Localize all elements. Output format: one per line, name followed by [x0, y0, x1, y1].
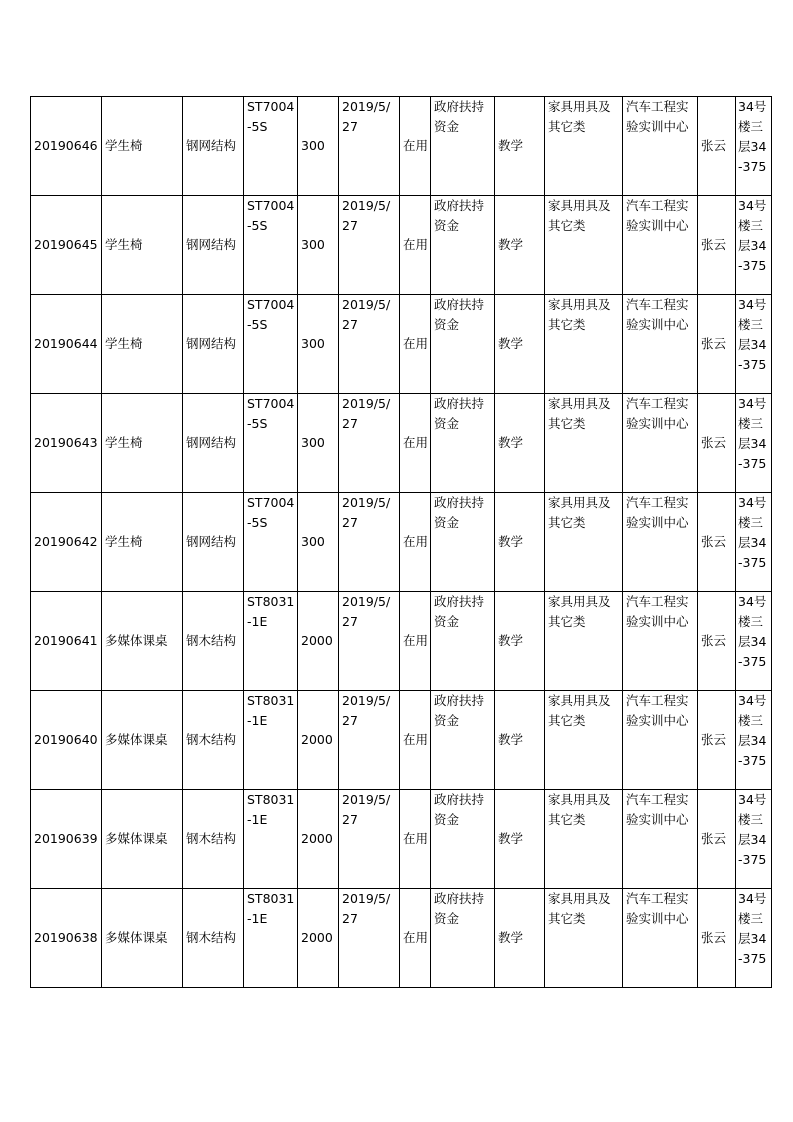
table-row	[31, 592, 772, 691]
price-cell: 2000	[298, 889, 339, 988]
department-cell: 汽车工程实验实训中心	[623, 790, 698, 889]
location-cell: 34号楼三层34-375	[736, 592, 772, 691]
category-cell: 家具用具及其它类	[545, 394, 623, 493]
model-cell: ST7004-5S	[244, 295, 298, 394]
usage-cell: 教学	[495, 592, 545, 691]
category-cell: 家具用具及其它类	[545, 691, 623, 790]
price-cell: 2000	[298, 592, 339, 691]
location-cell: 34号楼三层34-375	[736, 691, 772, 790]
price-cell: 300	[298, 97, 339, 196]
table-row	[31, 97, 772, 196]
table-body	[31, 97, 772, 988]
location-cell: 34号楼三层34-375	[736, 493, 772, 592]
date-cell: 2019/5/27	[339, 592, 400, 691]
table-row	[31, 889, 772, 988]
funding-cell: 政府扶持资金	[431, 394, 495, 493]
department-cell: 汽车工程实验实训中心	[623, 493, 698, 592]
status-cell: 在用	[400, 592, 431, 691]
keeper-cell: 张云	[698, 97, 736, 196]
funding-cell: 政府扶持资金	[431, 295, 495, 394]
category-cell: 家具用具及其它类	[545, 592, 623, 691]
location-cell: 34号楼三层34-375	[736, 889, 772, 988]
asset-id-cell: 20190645	[31, 196, 102, 295]
status-cell: 在用	[400, 889, 431, 988]
model-cell: ST7004-5S	[244, 493, 298, 592]
usage-cell: 教学	[495, 790, 545, 889]
keeper-cell: 张云	[698, 790, 736, 889]
material-cell: 钢网结构	[183, 493, 244, 592]
asset-table	[30, 96, 772, 988]
asset-name-cell: 多媒体课桌	[102, 790, 183, 889]
asset-name-cell: 学生椅	[102, 394, 183, 493]
category-cell: 家具用具及其它类	[545, 889, 623, 988]
funding-cell: 政府扶持资金	[431, 790, 495, 889]
table-row	[31, 790, 772, 889]
material-cell: 钢网结构	[183, 295, 244, 394]
table-row	[31, 295, 772, 394]
usage-cell: 教学	[495, 394, 545, 493]
location-cell: 34号楼三层34-375	[736, 295, 772, 394]
asset-name-cell: 多媒体课桌	[102, 592, 183, 691]
keeper-cell: 张云	[698, 889, 736, 988]
date-cell: 2019/5/27	[339, 889, 400, 988]
keeper-cell: 张云	[698, 394, 736, 493]
asset-name-cell: 多媒体课桌	[102, 691, 183, 790]
model-cell: ST7004-5S	[244, 97, 298, 196]
usage-cell: 教学	[495, 295, 545, 394]
table-row	[31, 394, 772, 493]
location-cell: 34号楼三层34-375	[736, 196, 772, 295]
keeper-cell: 张云	[698, 196, 736, 295]
asset-id-cell: 20190644	[31, 295, 102, 394]
date-cell: 2019/5/27	[339, 196, 400, 295]
category-cell: 家具用具及其它类	[545, 790, 623, 889]
usage-cell: 教学	[495, 889, 545, 988]
model-cell: ST7004-5S	[244, 196, 298, 295]
keeper-cell: 张云	[698, 592, 736, 691]
department-cell: 汽车工程实验实训中心	[623, 196, 698, 295]
funding-cell: 政府扶持资金	[431, 196, 495, 295]
keeper-cell: 张云	[698, 691, 736, 790]
date-cell: 2019/5/27	[339, 295, 400, 394]
model-cell: ST7004-5S	[244, 394, 298, 493]
status-cell: 在用	[400, 295, 431, 394]
department-cell: 汽车工程实验实训中心	[623, 295, 698, 394]
date-cell: 2019/5/27	[339, 394, 400, 493]
asset-id-cell: 20190641	[31, 592, 102, 691]
usage-cell: 教学	[495, 493, 545, 592]
funding-cell: 政府扶持资金	[431, 691, 495, 790]
department-cell: 汽车工程实验实训中心	[623, 889, 698, 988]
table-row	[31, 493, 772, 592]
status-cell: 在用	[400, 394, 431, 493]
material-cell: 钢木结构	[183, 592, 244, 691]
asset-id-cell: 20190640	[31, 691, 102, 790]
material-cell: 钢木结构	[183, 790, 244, 889]
asset-name-cell: 多媒体课桌	[102, 889, 183, 988]
date-cell: 2019/5/27	[339, 691, 400, 790]
usage-cell: 教学	[495, 97, 545, 196]
status-cell: 在用	[400, 97, 431, 196]
date-cell: 2019/5/27	[339, 790, 400, 889]
funding-cell: 政府扶持资金	[431, 97, 495, 196]
funding-cell: 政府扶持资金	[431, 493, 495, 592]
asset-id-cell: 20190638	[31, 889, 102, 988]
keeper-cell: 张云	[698, 493, 736, 592]
category-cell: 家具用具及其它类	[545, 493, 623, 592]
department-cell: 汽车工程实验实训中心	[623, 691, 698, 790]
date-cell: 2019/5/27	[339, 97, 400, 196]
asset-id-cell: 20190646	[31, 97, 102, 196]
asset-id-cell: 20190642	[31, 493, 102, 592]
date-cell: 2019/5/27	[339, 493, 400, 592]
material-cell: 钢木结构	[183, 889, 244, 988]
category-cell: 家具用具及其它类	[545, 295, 623, 394]
department-cell: 汽车工程实验实训中心	[623, 97, 698, 196]
status-cell: 在用	[400, 691, 431, 790]
asset-name-cell: 学生椅	[102, 97, 183, 196]
asset-name-cell: 学生椅	[102, 295, 183, 394]
price-cell: 300	[298, 394, 339, 493]
material-cell: 钢网结构	[183, 196, 244, 295]
asset-id-cell: 20190643	[31, 394, 102, 493]
material-cell: 钢木结构	[183, 691, 244, 790]
price-cell: 2000	[298, 691, 339, 790]
location-cell: 34号楼三层34-375	[736, 790, 772, 889]
keeper-cell: 张云	[698, 295, 736, 394]
model-cell: ST8031-1E	[244, 592, 298, 691]
table-row	[31, 691, 772, 790]
model-cell: ST8031-1E	[244, 691, 298, 790]
category-cell: 家具用具及其它类	[545, 97, 623, 196]
material-cell: 钢网结构	[183, 97, 244, 196]
funding-cell: 政府扶持资金	[431, 889, 495, 988]
usage-cell: 教学	[495, 691, 545, 790]
model-cell: ST8031-1E	[244, 790, 298, 889]
status-cell: 在用	[400, 493, 431, 592]
price-cell: 2000	[298, 790, 339, 889]
funding-cell: 政府扶持资金	[431, 592, 495, 691]
department-cell: 汽车工程实验实训中心	[623, 592, 698, 691]
location-cell: 34号楼三层34-375	[736, 394, 772, 493]
table-row	[31, 196, 772, 295]
material-cell: 钢网结构	[183, 394, 244, 493]
status-cell: 在用	[400, 196, 431, 295]
department-cell: 汽车工程实验实训中心	[623, 394, 698, 493]
status-cell: 在用	[400, 790, 431, 889]
asset-id-cell: 20190639	[31, 790, 102, 889]
model-cell: ST8031-1E	[244, 889, 298, 988]
location-cell: 34号楼三层34-375	[736, 97, 772, 196]
asset-name-cell: 学生椅	[102, 493, 183, 592]
category-cell: 家具用具及其它类	[545, 196, 623, 295]
price-cell: 300	[298, 295, 339, 394]
price-cell: 300	[298, 196, 339, 295]
usage-cell: 教学	[495, 196, 545, 295]
price-cell: 300	[298, 493, 339, 592]
asset-name-cell: 学生椅	[102, 196, 183, 295]
